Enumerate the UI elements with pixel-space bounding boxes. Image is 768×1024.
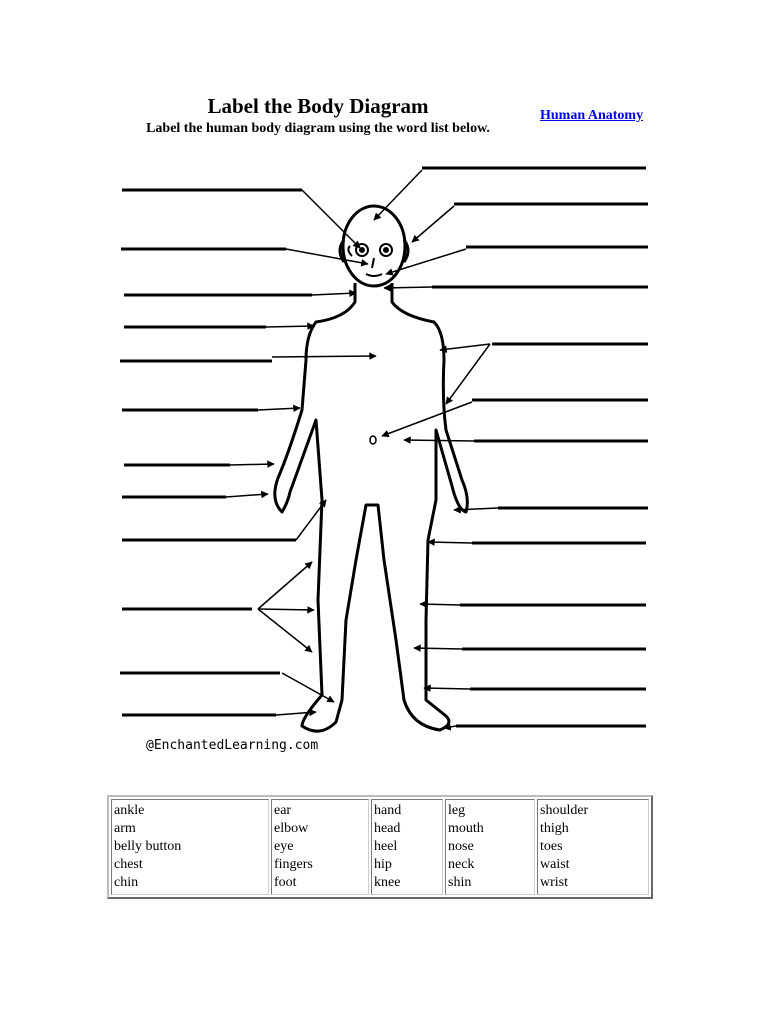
- word-column: [537, 799, 649, 895]
- copyright-text: @EnchantedLearning.com: [146, 738, 319, 753]
- word-item: waist: [540, 857, 570, 872]
- word-item: ear: [274, 803, 292, 818]
- word-item: foot: [274, 875, 297, 890]
- word-item: wrist: [540, 875, 568, 890]
- word-column: [111, 799, 269, 895]
- page-subtitle: Label the human body diagram using the word list below.: [146, 121, 490, 136]
- word-item: neck: [448, 857, 475, 872]
- table-row: [111, 799, 649, 895]
- word-item: chin: [114, 875, 139, 890]
- word-list-table: [107, 795, 653, 899]
- word-item: ankle: [114, 803, 145, 818]
- word-item: shoulder: [540, 803, 589, 818]
- body-outline: [275, 206, 468, 731]
- word-item: eye: [274, 839, 294, 854]
- word-item: nose: [448, 839, 474, 854]
- word-column: [445, 799, 535, 895]
- word-item: belly button: [114, 839, 182, 854]
- head-outline: [343, 206, 405, 286]
- belly-button-mark: [370, 436, 376, 444]
- word-item: toes: [540, 839, 563, 854]
- human-anatomy-link[interactable]: Human Anatomy: [540, 108, 644, 123]
- word-item: hand: [374, 803, 402, 818]
- word-column: [371, 799, 443, 895]
- page-title: Label the Body Diagram: [207, 94, 429, 118]
- word-item: leg: [448, 803, 466, 818]
- word-item: shin: [448, 875, 472, 890]
- word-item: knee: [374, 875, 401, 890]
- word-item: heel: [374, 839, 398, 854]
- word-item: elbow: [274, 821, 309, 836]
- word-item: hip: [374, 857, 392, 872]
- word-item: chest: [114, 857, 143, 872]
- word-item: arm: [114, 821, 136, 836]
- left-answer-lines: [120, 190, 312, 715]
- pointer-arrows: [226, 170, 498, 728]
- word-item: mouth: [448, 821, 484, 836]
- word-item: head: [374, 821, 401, 836]
- word-item: thigh: [540, 821, 569, 836]
- face: [348, 244, 392, 276]
- word-column: [271, 799, 369, 895]
- word-item: fingers: [274, 857, 313, 872]
